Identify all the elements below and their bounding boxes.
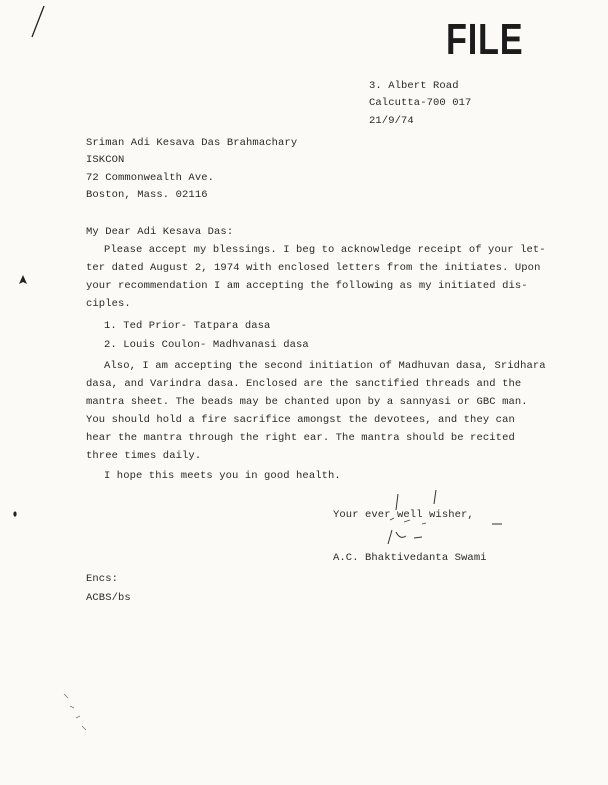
letter-date: 21/9/74 xyxy=(369,115,414,127)
recipient-name: Sriman Adi Kesava Das Brahmachary xyxy=(86,137,298,149)
paragraph2-line: Also, I am accepting the second initiation of Madhuvan dasa, Sridhara xyxy=(104,360,546,372)
margin-speck-mark xyxy=(18,274,28,286)
signature-name: A.C. Bhaktivedanta Swami xyxy=(333,552,487,564)
body-line: ciples. xyxy=(86,298,131,310)
paragraph2-line: dasa, and Varindra dasa. Enclosed are the sanctified threads and the xyxy=(86,378,522,390)
closing-line: I hope this meets you in good health. xyxy=(104,470,341,482)
file-stamp: FILE xyxy=(446,15,524,64)
sender-address-line2: Calcutta-700 017 xyxy=(369,97,472,109)
sender-address-line1: 3. Albert Road xyxy=(369,80,459,92)
valediction: Your ever well wisher, xyxy=(333,509,474,521)
enclosures-label: Encs: xyxy=(86,573,119,585)
margin-speck-mark xyxy=(12,510,18,518)
salutation: My Dear Adi Kesava Das: xyxy=(86,226,234,238)
recipient-city: Boston, Mass. 02116 xyxy=(86,189,208,201)
handwritten-signature xyxy=(370,486,510,548)
paragraph2-line: hear the mantra through the right ear. The mantra should be recited xyxy=(86,432,515,444)
body-line: Please accept my blessings. I beg to acknowledge receipt of your let- xyxy=(104,244,546,256)
paragraph2-line: You should hold a fire sacrifice amongst the devotees, and they can xyxy=(86,414,515,426)
paragraph2-line: mantra sheet. The beads may be chanted upon by a sannyasi or GBC man. xyxy=(86,396,528,408)
pen-stroke-mark xyxy=(28,4,48,40)
scan-noise-mark xyxy=(60,690,100,740)
recipient-street: 72 Commonwealth Ave. xyxy=(86,172,215,184)
disciple-item: 1. Ted Prior- Tatpara dasa xyxy=(104,320,271,332)
body-line: your recommendation I am accepting the following as my initiated dis- xyxy=(86,280,528,292)
reference-initials: ACBS/bs xyxy=(86,592,131,604)
paragraph2-line: three times daily. xyxy=(86,450,202,462)
recipient-org: ISKCON xyxy=(86,154,125,166)
body-line: ter dated August 2, 1974 with enclosed letters from the initiates. Upon xyxy=(86,262,541,274)
disciple-item: 2. Louis Coulon- Madhvanasi dasa xyxy=(104,339,309,351)
